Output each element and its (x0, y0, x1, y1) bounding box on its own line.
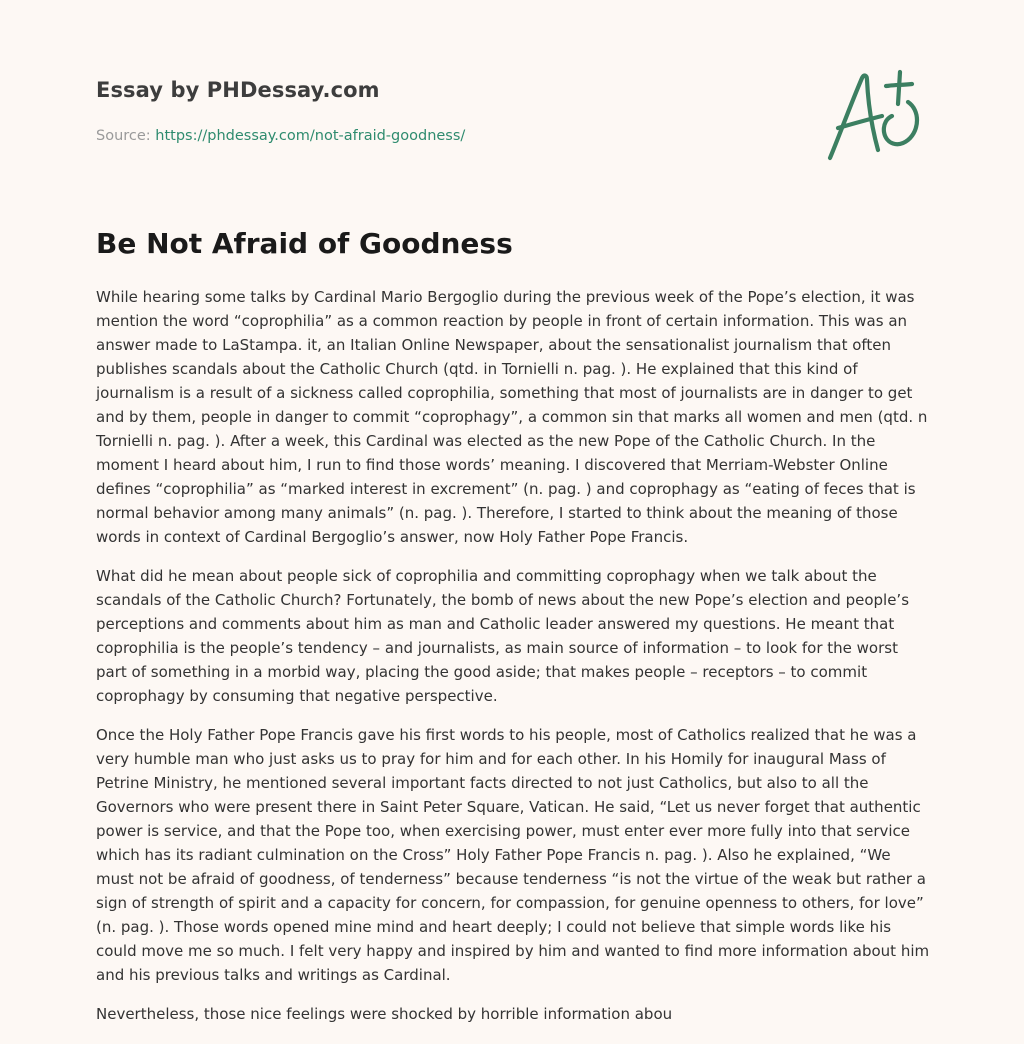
essay-title: Be Not Afraid of Goodness (96, 227, 513, 260)
essay-header (96, 76, 796, 146)
source-line (96, 126, 796, 146)
essay-body (96, 285, 930, 1041)
essay-paragraph: What did he mean about people sick of coprophilia and committing coprophagy when we talk about the scandals of the Catholic Church? Fortunately, the bomb of news about the new Pope’s election and people’s perceptions and comments about him as man and Catholic leader answered my questions. He meant that coprophilia is the people’s tendency – and journalists, as main source of information – to look for the worst part of something in a morbid way, placing the good aside; that makes people – receptors – to commit coprophagy by consuming that negative perspective. (96, 567, 910, 705)
site-brand: Essay by PHDessay.com (96, 78, 380, 102)
a-plus-grade-icon (820, 66, 930, 166)
essay-paragraph: Nevertheless, those nice feelings were shocked by horrible information abou (96, 1005, 673, 1023)
essay-paragraph: While hearing some talks by Cardinal Mario Bergoglio during the previous week of the Pope’s election, it was mention the word “coprophilia” as a common reaction by people in front of certain information. This was an answer made to LaStampa. it, an Italian Online Newspaper, about the sensationalist journalism that often publishes scandals about the Catholic Church (qtd. in Tornielli n. pag. ). He explained that this kind of journalism is a result of a sickness called coprophilia, something that most of journalists are in danger to get and by them, people in danger to commit “coprophagy”, a common sin that marks all women and men (qtd. n Tornielli n. pag. ). After a week, this Cardinal was elected as the new Pope of the Catholic Church. In the moment I heard about him, I run to find those words’ meaning. I discovered that Merriam-Webster Online defines “coprophilia” as “marked interest in excrement” (n. pag. ) and coprophagy as “eating of feces that is normal behavior among many animals” (n. pag. ). Therefore, I started to think about the meaning of those words in context of Cardinal Bergoglio’s answer, now Holy Father Pope Francis. (96, 288, 928, 546)
source-link[interactable]: https://phdessay.com/not-afraid-goodness/ (155, 128, 466, 144)
essay-paragraph: Once the Holy Father Pope Francis gave his first words to his people, most of Catholics realized that he was a very humble man who just asks us to pray for him and for each other. In his Homily for inaugural Mass of Petrine Ministry, he mentioned several important facts directed to not just Catholics, but also to all the Governors who were present there in Saint Peter Square, Vatican. He said, “Let us never forget that authentic power is service, and that the Pope too, when exercising power, must enter ever more fully into that service which has its radiant culmination on the Cross” Holy Father Pope Francis n. pag. ). Also he explained, “We must not be afraid of goodness, of tenderness” because tenderness “is not the virtue of the weak but rather a sign of strength of spirit and a capacity for concern, for compassion, for genuine openness to others, for love” (n. pag. ). Those words opened mine mind and heart deeply; I could not believe that simple words like his could move me so much. I felt very happy and inspired by him and wanted to find more information about him and his previous talks and writings as Cardinal. (96, 726, 930, 984)
source-label: Source: (96, 128, 156, 144)
